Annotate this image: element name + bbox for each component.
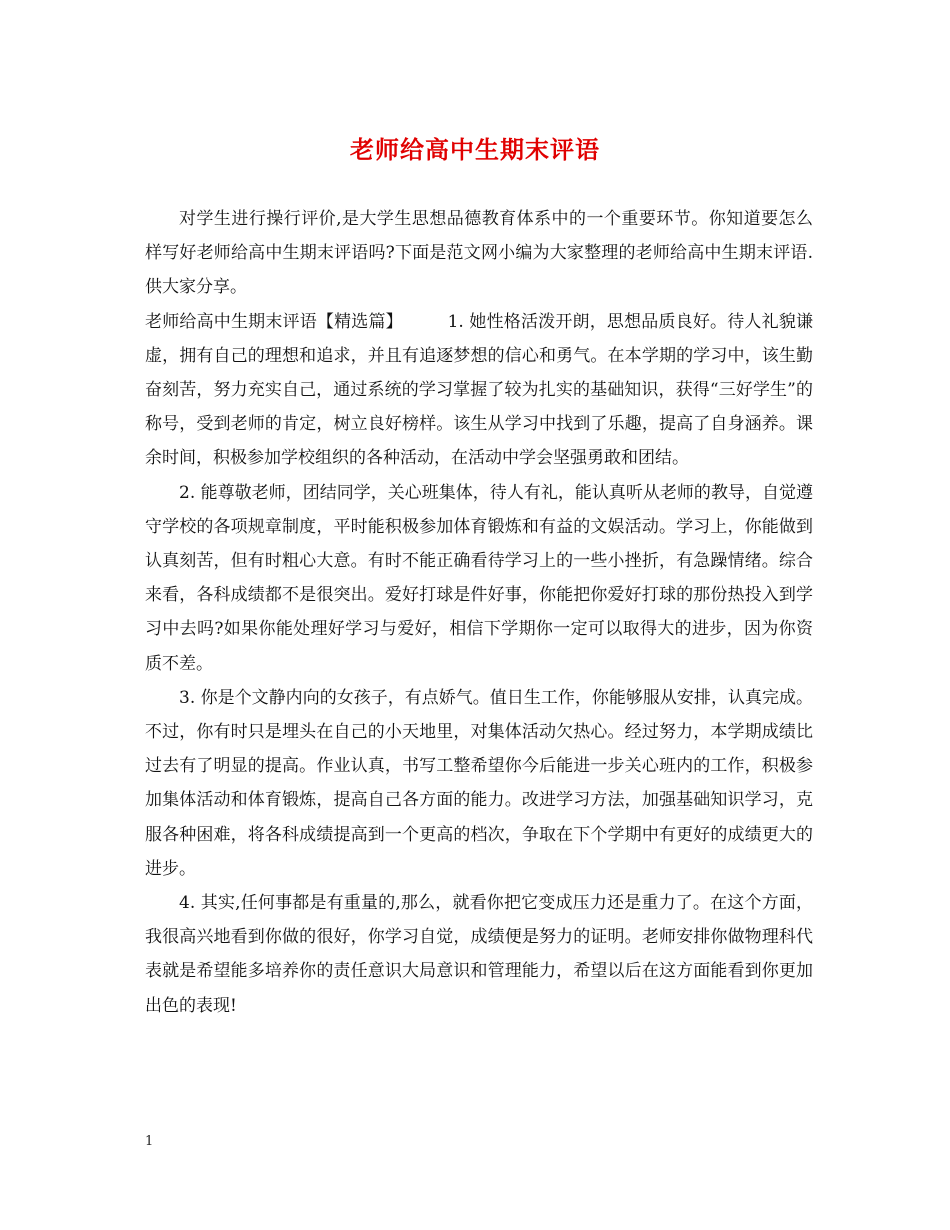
section-heading: 老师给高中生期末评语【精选篇】 [145, 311, 403, 332]
comment-item-1: 1. 她性格活泼开朗，思想品质良好。待人礼貌谦虚，拥有自己的理想和追求，并且有追逐梦想的信心和勇气。在本学期的学习中，该生勤奋刻苦，努力充实自己，通过系统的学习掌握了较为扎实的基础知识，获得“三好学生”的称号，受到老师的肯定，树立良好榜样。该生从学习中找到了乐趣，提高了自身涵养。课余时间，积极参加学校组织的各种活动，在活动中学会坚强勇敢和团结。 [145, 311, 814, 469]
document-title: 老师给高中生期末评语 [350, 135, 600, 164]
page-number: 1 [145, 1134, 154, 1149]
comment-item-4: 4. 其实,任何事都是有重量的,那么，就看你把它变成压力还是重力了。在这个方面，我很高兴地看到你做的很好，你学习自觉，成绩便是努力的证明。老师安排你做物理科代表就是希望能多培养你的责任意识大局意识和管理能力，希望以后在这方面能看到你更加出色的表现! [145, 893, 813, 1016]
document-body [145, 202, 813, 1023]
section-paragraph [145, 305, 813, 476]
comment-item-2: 2. 能尊敬老师，团结同学，关心班集体，待人有礼，能认真听从老师的教导，自觉遵守学校的各项规章制度，平时能积极参加体育锻炼和有益的文娱活动。学习上，你能做到认真刻苦，但有时粗心大意。有时不能正确看待学习上的一些小挫折，有急躁情绪。综合来看，各科成绩都不是很突出。爱好打球是件好事，你能把你爱好打球的那份热投入到学习中去吗?如果你能处理好学习与爱好，相信下学期你一定可以取得大的进步，因为你资质不差。 [145, 482, 813, 674]
comment-item-3: 3. 你是个文静内向的女孩子，有点娇气。值日生工作，你能够服从安排，认真完成。不过，你有时只是埋头在自己的小天地里，对集体活动欠热心。经过努力，本学期成绩比过去有了明显的提高。作业认真，书写工整希望你今后能进一步关心班内的工作，积极参加集体活动和体育锻炼，提高自己各方面的能力。改进学习方法，加强基础知识学习，克服各种困难，将各科成绩提高到一个更高的档次，争取在下个学期中有更好的成绩更大的进步。 [145, 687, 813, 879]
intro-paragraph: 对学生进行操行评价,是大学生思想品德教育体系中的一个重要环节。你知道要怎么样写好老师给高中生期末评语吗?下面是范文网小编为大家整理的老师给高中生期末评语.供大家分享。 [145, 209, 813, 298]
